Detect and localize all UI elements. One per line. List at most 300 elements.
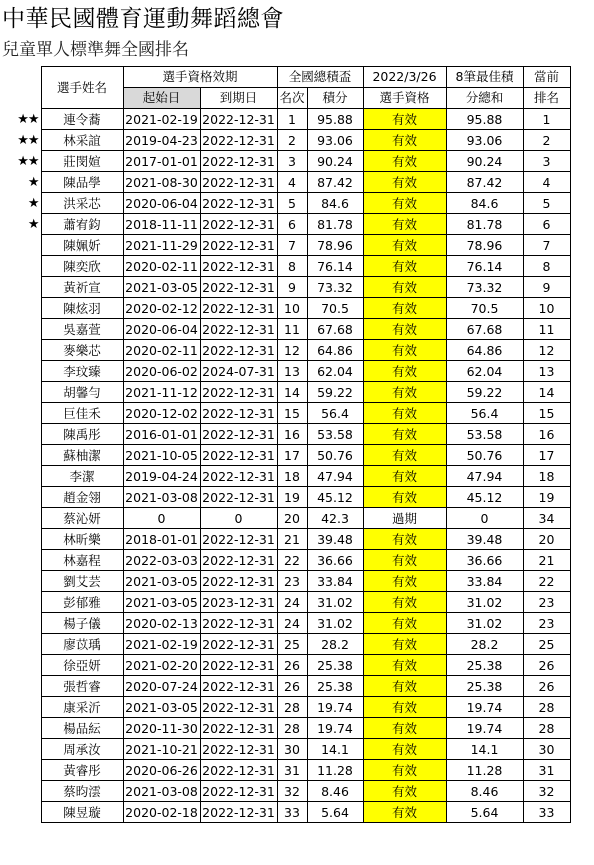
start-date: 2020-06-02 — [123, 361, 200, 382]
current-rank: 28 — [523, 697, 570, 718]
status-badge: 有效 — [363, 802, 446, 823]
start-date: 2020-02-18 — [123, 802, 200, 823]
star-rating — [4, 424, 41, 445]
current-rank: 7 — [523, 235, 570, 256]
table-row — [4, 592, 570, 613]
rank-number: 7 — [277, 235, 307, 256]
end-date: 2022-12-31 — [200, 760, 277, 781]
start-date: 0 — [123, 508, 200, 529]
end-date: 2024-07-31 — [200, 361, 277, 382]
star-rating — [4, 739, 41, 760]
start-date: 2021-02-19 — [123, 109, 200, 130]
player-name: 林采誼 — [41, 130, 123, 151]
status-badge: 有效 — [363, 571, 446, 592]
points: 14.1 — [307, 739, 363, 760]
best8-total: 25.38 — [446, 655, 523, 676]
rank-number: 33 — [277, 802, 307, 823]
rank-number: 18 — [277, 466, 307, 487]
star-rating: ★ — [27, 174, 39, 190]
table-row — [4, 361, 570, 382]
table-row — [4, 802, 570, 823]
table-row — [4, 550, 570, 571]
player-name: 陳禹彤 — [41, 424, 123, 445]
points: 64.86 — [307, 340, 363, 361]
player-name: 連令蕎 — [41, 109, 123, 130]
end-date: 2022-12-31 — [200, 256, 277, 277]
player-name: 康采沂 — [41, 697, 123, 718]
best8-total: 64.86 — [446, 340, 523, 361]
status-badge: 有效 — [363, 487, 446, 508]
status-badge: 有效 — [363, 298, 446, 319]
star-rating: ★ — [27, 195, 39, 211]
end-date: 0 — [200, 508, 277, 529]
current-rank: 20 — [523, 529, 570, 550]
start-date: 2021-03-05 — [123, 697, 200, 718]
status-badge: 有效 — [363, 340, 446, 361]
table-row — [4, 424, 570, 445]
best8-total: 0 — [446, 508, 523, 529]
end-date: 2022-12-31 — [200, 613, 277, 634]
end-date: 2022-12-31 — [200, 235, 277, 256]
current-rank: 16 — [523, 424, 570, 445]
star-rating — [4, 781, 41, 802]
current-rank: 32 — [523, 781, 570, 802]
rank-number: 20 — [277, 508, 307, 529]
start-date: 2021-10-21 — [123, 739, 200, 760]
table-row — [4, 214, 570, 235]
status-badge: 有效 — [363, 781, 446, 802]
player-name: 蔡昀澐 — [41, 781, 123, 802]
table-row — [4, 613, 570, 634]
status-badge: 有效 — [363, 466, 446, 487]
points: 33.84 — [307, 571, 363, 592]
best8-total: 90.24 — [446, 151, 523, 172]
player-name: 蘇柚潔 — [41, 445, 123, 466]
header-end: 到期日 — [200, 88, 277, 109]
status-badge: 有效 — [363, 151, 446, 172]
status-badge: 有效 — [363, 256, 446, 277]
player-name: 胡馨勻 — [41, 382, 123, 403]
rank-number: 17 — [277, 445, 307, 466]
points: 5.64 — [307, 802, 363, 823]
points: 42.3 — [307, 508, 363, 529]
rank-number: 8 — [277, 256, 307, 277]
current-rank: 4 — [523, 172, 570, 193]
end-date: 2022-12-31 — [200, 382, 277, 403]
rank-number: 28 — [277, 697, 307, 718]
table-row — [4, 655, 570, 676]
player-name: 楊品紜 — [41, 718, 123, 739]
points: 47.94 — [307, 466, 363, 487]
points: 81.78 — [307, 214, 363, 235]
status-badge: 有效 — [363, 424, 446, 445]
current-rank: 11 — [523, 319, 570, 340]
current-rank: 34 — [523, 508, 570, 529]
star-rating: ★ — [27, 216, 39, 232]
star-rating — [4, 802, 41, 823]
start-date: 2020-02-12 — [123, 298, 200, 319]
end-date: 2023-12-31 — [200, 592, 277, 613]
star-rating — [4, 340, 41, 361]
best8-total: 11.28 — [446, 760, 523, 781]
rank-number: 24 — [277, 592, 307, 613]
status-badge: 有效 — [363, 235, 446, 256]
rank-number: 21 — [277, 529, 307, 550]
star-rating: ★★ — [17, 111, 39, 127]
star-rating — [4, 277, 41, 298]
current-rank: 12 — [523, 340, 570, 361]
player-name: 廖苡瑀 — [41, 634, 123, 655]
points: 36.66 — [307, 550, 363, 571]
start-date: 2020-06-26 — [123, 760, 200, 781]
player-name: 陳品學 — [41, 172, 123, 193]
points: 73.32 — [307, 277, 363, 298]
points: 56.4 — [307, 403, 363, 424]
rank-number: 26 — [277, 676, 307, 697]
table-row — [4, 466, 570, 487]
star-rating — [4, 697, 41, 718]
star-rating — [4, 235, 41, 256]
header-total-group: 全國總積盃 — [277, 67, 363, 88]
table-row — [4, 172, 570, 193]
table-row — [4, 109, 570, 130]
start-date: 2020-06-04 — [123, 193, 200, 214]
points: 84.6 — [307, 193, 363, 214]
end-date: 2022-12-31 — [200, 214, 277, 235]
best8-total: 53.58 — [446, 424, 523, 445]
player-name: 李潔 — [41, 466, 123, 487]
best8-total: 5.64 — [446, 802, 523, 823]
rank-number: 4 — [277, 172, 307, 193]
start-date: 2020-02-11 — [123, 256, 200, 277]
table-row — [4, 193, 570, 214]
end-date: 2022-12-31 — [200, 109, 277, 130]
best8-total: 31.02 — [446, 613, 523, 634]
start-date: 2020-06-04 — [123, 319, 200, 340]
best8-total: 45.12 — [446, 487, 523, 508]
points: 25.38 — [307, 676, 363, 697]
header-best8-top: 8筆最佳積 — [446, 67, 523, 88]
current-rank: 26 — [523, 655, 570, 676]
rank-number: 24 — [277, 613, 307, 634]
table-row — [4, 151, 570, 172]
best8-total: 19.74 — [446, 697, 523, 718]
best8-total: 56.4 — [446, 403, 523, 424]
end-date: 2022-12-31 — [200, 298, 277, 319]
star-rating — [4, 550, 41, 571]
status-badge: 有效 — [363, 697, 446, 718]
end-date: 2022-12-31 — [200, 445, 277, 466]
best8-total: 81.78 — [446, 214, 523, 235]
status-badge: 有效 — [363, 382, 446, 403]
table-row — [4, 781, 570, 802]
player-name: 蔡沁妍 — [41, 508, 123, 529]
player-name: 林昕樂 — [41, 529, 123, 550]
end-date: 2022-12-31 — [200, 697, 277, 718]
table-row — [4, 508, 570, 529]
best8-total: 73.32 — [446, 277, 523, 298]
rank-number: 9 — [277, 277, 307, 298]
start-date: 2017-01-01 — [123, 151, 200, 172]
start-date: 2021-02-20 — [123, 655, 200, 676]
status-badge: 有效 — [363, 760, 446, 781]
start-date: 2021-08-30 — [123, 172, 200, 193]
points: 25.38 — [307, 655, 363, 676]
star-rating — [4, 529, 41, 550]
star-rating — [4, 676, 41, 697]
player-name: 蕭宥鈞 — [41, 214, 123, 235]
current-rank: 18 — [523, 466, 570, 487]
current-rank: 23 — [523, 613, 570, 634]
header-rank-no: 名次 — [277, 88, 307, 109]
best8-total: 33.84 — [446, 571, 523, 592]
points: 31.02 — [307, 592, 363, 613]
star-header-spacer — [4, 67, 41, 88]
status-badge: 有效 — [363, 592, 446, 613]
start-date: 2020-02-13 — [123, 613, 200, 634]
current-rank: 17 — [523, 445, 570, 466]
table-row — [4, 319, 570, 340]
star-rating — [4, 403, 41, 424]
current-rank: 1 — [523, 109, 570, 130]
table-row — [4, 676, 570, 697]
start-date: 2018-11-11 — [123, 214, 200, 235]
points: 93.06 — [307, 130, 363, 151]
player-name: 楊子儀 — [41, 613, 123, 634]
player-name: 洪采芯 — [41, 193, 123, 214]
rank-number: 11 — [277, 319, 307, 340]
status-badge: 有效 — [363, 529, 446, 550]
best8-total: 78.96 — [446, 235, 523, 256]
rank-number: 15 — [277, 403, 307, 424]
current-rank: 13 — [523, 361, 570, 382]
start-date: 2020-11-30 — [123, 718, 200, 739]
current-rank: 9 — [523, 277, 570, 298]
status-badge: 有效 — [363, 319, 446, 340]
player-name: 彭郁雅 — [41, 592, 123, 613]
ranking-table — [4, 66, 571, 823]
status-badge: 有效 — [363, 613, 446, 634]
star-rating — [4, 508, 41, 529]
best8-total: 8.46 — [446, 781, 523, 802]
star-rating — [4, 466, 41, 487]
points: 31.02 — [307, 613, 363, 634]
end-date: 2022-12-31 — [200, 676, 277, 697]
status-badge: 有效 — [363, 655, 446, 676]
points: 76.14 — [307, 256, 363, 277]
rank-number: 25 — [277, 634, 307, 655]
best8-total: 25.38 — [446, 676, 523, 697]
table-row — [4, 760, 570, 781]
points: 67.68 — [307, 319, 363, 340]
best8-total: 47.94 — [446, 466, 523, 487]
player-name: 張哲睿 — [41, 676, 123, 697]
player-name: 黃祈宣 — [41, 277, 123, 298]
end-date: 2022-12-31 — [200, 550, 277, 571]
status-badge: 有效 — [363, 214, 446, 235]
best8-total: 62.04 — [446, 361, 523, 382]
best8-total: 95.88 — [446, 109, 523, 130]
best8-total: 93.06 — [446, 130, 523, 151]
star-rating — [4, 760, 41, 781]
rank-number: 31 — [277, 760, 307, 781]
player-name: 麥樂芯 — [41, 340, 123, 361]
player-name: 莊閔媗 — [41, 151, 123, 172]
start-date: 2018-01-01 — [123, 529, 200, 550]
star-rating — [4, 571, 41, 592]
star-rating — [4, 298, 41, 319]
player-name: 陳奕欣 — [41, 256, 123, 277]
end-date: 2022-12-31 — [200, 655, 277, 676]
status-badge: 有效 — [363, 634, 446, 655]
table-row — [4, 340, 570, 361]
table-row — [4, 529, 570, 550]
rank-number: 30 — [277, 739, 307, 760]
star-rating — [4, 613, 41, 634]
header-name: 選手姓名 — [41, 67, 123, 109]
current-rank: 23 — [523, 592, 570, 613]
rank-number: 12 — [277, 340, 307, 361]
end-date: 2022-12-31 — [200, 193, 277, 214]
rank-number: 19 — [277, 487, 307, 508]
status-badge: 有效 — [363, 445, 446, 466]
player-name: 巨佳禾 — [41, 403, 123, 424]
end-date: 2022-12-31 — [200, 487, 277, 508]
player-name: 林嘉程 — [41, 550, 123, 571]
end-date: 2022-12-31 — [200, 718, 277, 739]
end-date: 2022-12-31 — [200, 340, 277, 361]
current-rank: 14 — [523, 382, 570, 403]
points: 11.28 — [307, 760, 363, 781]
star-rating: ★★ — [17, 132, 39, 148]
points: 53.58 — [307, 424, 363, 445]
player-name: 趙金翎 — [41, 487, 123, 508]
current-rank: 21 — [523, 550, 570, 571]
points: 62.04 — [307, 361, 363, 382]
points: 50.76 — [307, 445, 363, 466]
header-points: 積分 — [307, 88, 363, 109]
header-current-top: 當前 — [523, 67, 570, 88]
best8-total: 87.42 — [446, 172, 523, 193]
points: 78.96 — [307, 235, 363, 256]
header-best8-bottom: 分總和 — [446, 88, 523, 109]
points: 59.22 — [307, 382, 363, 403]
rank-number: 6 — [277, 214, 307, 235]
start-date: 2016-01-01 — [123, 424, 200, 445]
current-rank: 33 — [523, 802, 570, 823]
status-badge: 有效 — [363, 193, 446, 214]
end-date: 2022-12-31 — [200, 319, 277, 340]
end-date: 2022-12-31 — [200, 802, 277, 823]
header-date: 2022/3/26 — [363, 67, 446, 88]
end-date: 2022-12-31 — [200, 571, 277, 592]
best8-total: 14.1 — [446, 739, 523, 760]
table-row — [4, 697, 570, 718]
current-rank: 30 — [523, 739, 570, 760]
page-subtitle: 兒童單人標準舞全國排名 — [2, 40, 189, 60]
end-date: 2022-12-31 — [200, 739, 277, 760]
best8-total: 19.74 — [446, 718, 523, 739]
table-row — [4, 277, 570, 298]
current-rank: 8 — [523, 256, 570, 277]
star-rating — [4, 487, 41, 508]
start-date: 2021-03-05 — [123, 277, 200, 298]
current-rank: 22 — [523, 571, 570, 592]
player-name: 陳姵妡 — [41, 235, 123, 256]
table-row — [4, 130, 570, 151]
player-name: 周承汝 — [41, 739, 123, 760]
rank-number: 16 — [277, 424, 307, 445]
end-date: 2022-12-31 — [200, 151, 277, 172]
rank-number: 10 — [277, 298, 307, 319]
rank-number: 13 — [277, 361, 307, 382]
rank-number: 26 — [277, 655, 307, 676]
player-name: 李玟臻 — [41, 361, 123, 382]
points: 8.46 — [307, 781, 363, 802]
current-rank: 2 — [523, 130, 570, 151]
header-qual-period: 選手資格效期 — [123, 67, 277, 88]
start-date: 2022-03-03 — [123, 550, 200, 571]
start-date: 2021-11-29 — [123, 235, 200, 256]
star-rating — [4, 718, 41, 739]
table-row — [4, 382, 570, 403]
end-date: 2022-12-31 — [200, 529, 277, 550]
current-rank: 26 — [523, 676, 570, 697]
start-date: 2019-04-24 — [123, 466, 200, 487]
best8-total: 70.5 — [446, 298, 523, 319]
page-title: 中華民國體育運動舞蹈總會 — [2, 6, 284, 32]
end-date: 2022-12-31 — [200, 403, 277, 424]
star-rating: ★★ — [17, 153, 39, 169]
table-row — [4, 445, 570, 466]
status-badge: 有效 — [363, 718, 446, 739]
star-rating — [4, 445, 41, 466]
current-rank: 28 — [523, 718, 570, 739]
end-date: 2022-12-31 — [200, 130, 277, 151]
points: 19.74 — [307, 697, 363, 718]
start-date: 2021-02-19 — [123, 634, 200, 655]
star-rating — [4, 256, 41, 277]
rank-number: 23 — [277, 571, 307, 592]
table-row — [4, 571, 570, 592]
star-rating — [4, 319, 41, 340]
start-date: 2019-04-23 — [123, 130, 200, 151]
status-badge: 有效 — [363, 739, 446, 760]
header-start: 起始日 — [123, 88, 200, 109]
status-badge: 有效 — [363, 403, 446, 424]
best8-total: 36.66 — [446, 550, 523, 571]
best8-total: 76.14 — [446, 256, 523, 277]
player-name: 陳炫羽 — [41, 298, 123, 319]
header-current-bottom: 排名 — [523, 88, 570, 109]
end-date: 2022-12-31 — [200, 781, 277, 802]
player-name: 徐亞妍 — [41, 655, 123, 676]
star-rating — [4, 634, 41, 655]
status-badge: 過期 — [363, 508, 446, 529]
start-date: 2020-07-24 — [123, 676, 200, 697]
current-rank: 6 — [523, 214, 570, 235]
points: 70.5 — [307, 298, 363, 319]
star-rating — [4, 592, 41, 613]
table-row — [4, 739, 570, 760]
rank-number: 1 — [277, 109, 307, 130]
best8-total: 39.48 — [446, 529, 523, 550]
table-row — [4, 634, 570, 655]
end-date: 2022-12-31 — [200, 634, 277, 655]
start-date: 2020-12-02 — [123, 403, 200, 424]
best8-total: 59.22 — [446, 382, 523, 403]
start-date: 2021-11-12 — [123, 382, 200, 403]
